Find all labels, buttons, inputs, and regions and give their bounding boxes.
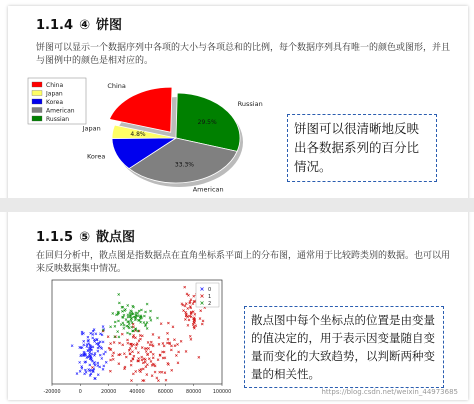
legend-label-2: 2 [208,301,212,307]
document-page [8,6,468,400]
scatter-chart [38,276,232,400]
legend-label-korea: Korea [46,99,64,106]
x-tick-label: -20000 [43,390,61,395]
x-tick-label: 0 [78,390,82,395]
pie-section-title: 饼图 [96,18,123,33]
legend-label-american: American [46,107,75,115]
x-tick-label: 40000 [129,390,145,395]
legend-swatch-american [32,108,42,113]
scatter-section-number: 1.1.5 [36,230,74,245]
pie-slice-china [109,87,172,132]
scatter-note-box: 散点图中每个坐标点的位置是由变量的值决定的，用于表示因变量随自变量而变化的大致趋势，以判断两种变量的相关性。 [244,306,444,388]
pie-section [8,6,468,198]
scatter-section-title: 散点图 [96,230,136,245]
legend-swatch-china [32,82,42,87]
pie-heading [36,14,122,33]
page-gap [0,198,474,212]
watermark: https://blog.csdn.net/weixin_44973685 [321,388,458,396]
pie-value-american: 33.3% [174,161,194,169]
pie-chart [26,76,276,194]
pie-circled-index: ④ [79,18,91,33]
scatter-heading [36,226,135,245]
pie-label-korea: Korea [86,152,106,161]
legend-label-china: China [46,82,64,89]
x-tick-label: 60000 [157,390,173,395]
pie-section-number: 1.1.4 [36,18,74,33]
x-tick-label: 20000 [101,390,117,395]
pie-label-japan: Japan [82,124,101,133]
legend-label-0: 0 [208,287,212,293]
scatter-circled-index: ⑤ [79,230,91,245]
x-tick-label: 80000 [186,390,202,395]
pie-note-box: 饼图可以很清晰地反映出各数据系列的百分比情况。 [287,114,437,182]
pie-value-japan: 4.8% [130,131,146,139]
legend-swatch-japan [32,91,42,96]
pie-label-china: China [107,81,126,90]
legend-label-japan: Japan [46,90,63,98]
pie-label-american: American [192,185,224,194]
legend-swatch-russian [32,116,42,121]
pie-legend [28,78,86,124]
pie-label-russian: Russian [237,99,263,108]
pie-description: 饼图可以显示一个数据序列中各项的大小与各项总和的比例，每个数据序列具有唯一的颜色或图形，并且与图例中的颜色是相对应的。 [36,43,451,66]
legend-label-1: 1 [208,294,212,300]
scatter-description: 在回归分析中，散点图是指数据点在直角坐标系平面上的分布图，通常用于比较跨类别的数据。也可以用来反映数据集中情况。 [36,251,451,274]
x-tick-label: 100000 [212,390,232,395]
scatter-legend [196,283,219,307]
legend-label-russian: Russian [46,116,70,123]
pie-value-russian: 29.5% [197,119,217,127]
legend-swatch-korea [32,99,42,104]
